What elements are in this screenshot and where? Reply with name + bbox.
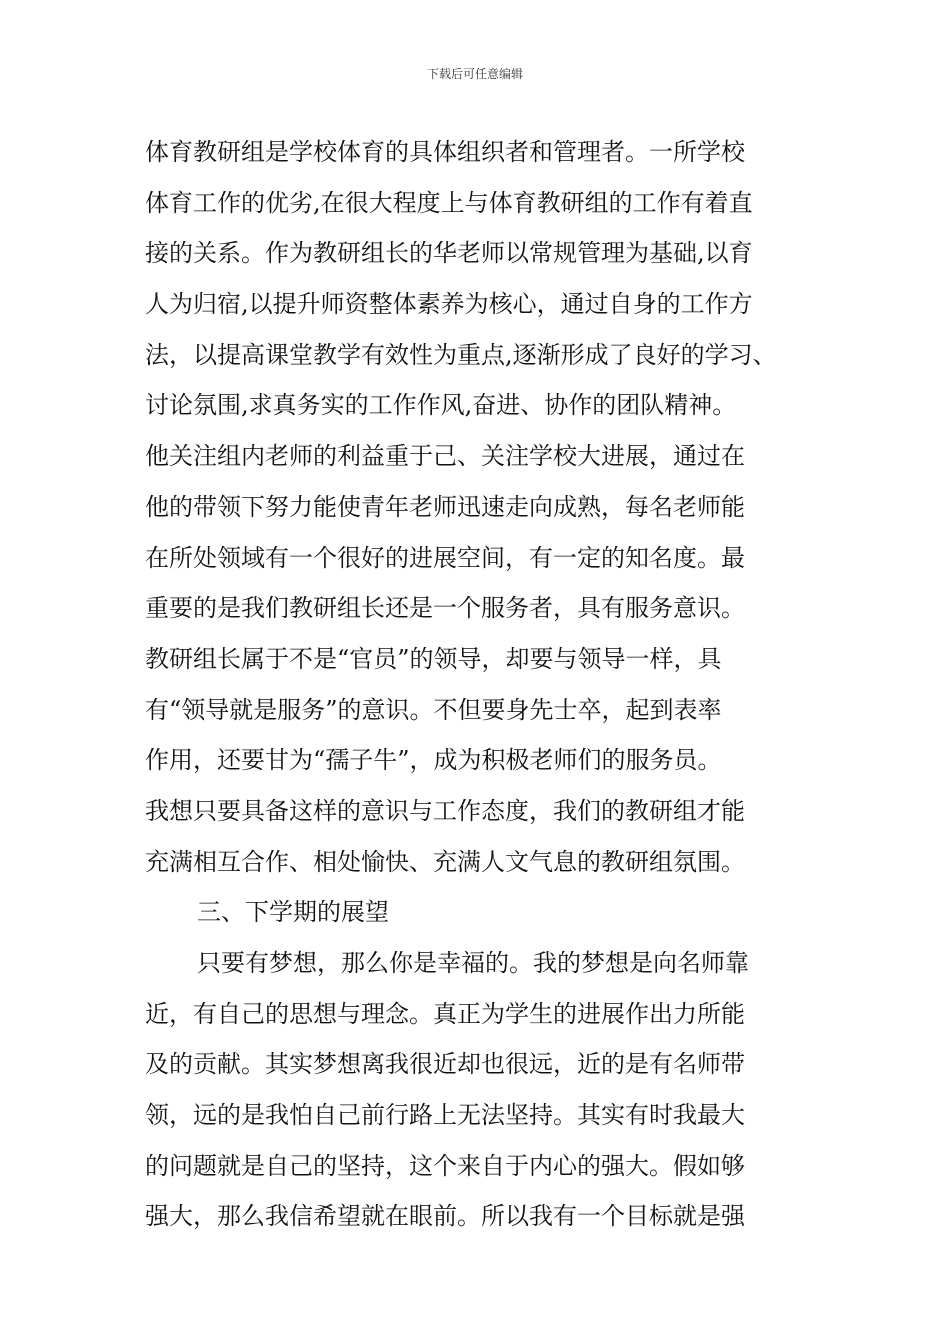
document-body — [145, 127, 825, 1242]
text-line: 领，远的是我怕自己前行路上无法坚持。其实有时我最大 — [145, 1101, 745, 1130]
section-heading: 三、下学期的展望 — [197, 898, 389, 927]
text-line: 的问题就是自己的坚持，这个来自于内心的强大。假如够 — [145, 1151, 745, 1180]
page-header: 下载后可任意编辑 — [426, 67, 523, 81]
text-line: 人为归宿,以提升师资整体素养为核心，通过自身的工作方 — [145, 290, 753, 319]
text-line: 充满相互合作、相处愉快、充满人文气息的教研组氛围。 — [145, 847, 745, 876]
text-line: 教研组长属于不是“官员”的领导，却要与领导一样，具 — [145, 644, 722, 673]
text-line: 及的贡献。其实梦想离我很近却也很远，近的是有名师带 — [145, 1050, 745, 1079]
text-line: 强大，那么我信希望就在眼前。所以我有一个目标就是强 — [145, 1202, 745, 1231]
text-line: 重要的是我们教研组长还是一个服务者，具有服务意识。 — [145, 594, 745, 623]
text-line: 体育工作的优劣,在很大程度上与体育教研组的工作有着直 — [145, 188, 753, 217]
text-line: 作用，还要甘为“孺子牛”，成为积极老师们的服务员。 — [145, 746, 722, 775]
text-line: 接的关系。作为教研组长的华老师以常规管理为基础,以育 — [145, 239, 753, 268]
text-line: 只要有梦想，那么你是幸福的。我的梦想是向名师靠 — [197, 949, 749, 977]
text-line: 在所处领域有一个很好的进展空间，有一定的知名度。最 — [145, 543, 745, 572]
text-line: 我想只要具备这样的意识与工作态度，我们的教研组才能 — [145, 796, 745, 825]
text-line: 他的带领下努力能使青年老师迅速走向成熟，每名老师能 — [145, 492, 745, 521]
text-line: 法，以提高课堂教学有效性为重点,逐渐形成了良好的学习、 — [145, 340, 777, 369]
text-line: 体育教研组是学校体育的具体组织者和管理者。一所学校 — [145, 138, 745, 166]
text-line: 有“领导就是服务”的意识。不但要身先士卒，起到表率 — [145, 695, 722, 724]
text-line: 讨论氛围,求真务实的工作作风,奋进、协作的团队精神。 — [145, 391, 737, 420]
text-line: 近，有自己的思想与理念。真正为学生的进展作出力所能 — [145, 999, 745, 1028]
text-line: 他关注组内老师的利益重于己、关注学校大进展，通过在 — [145, 442, 745, 471]
